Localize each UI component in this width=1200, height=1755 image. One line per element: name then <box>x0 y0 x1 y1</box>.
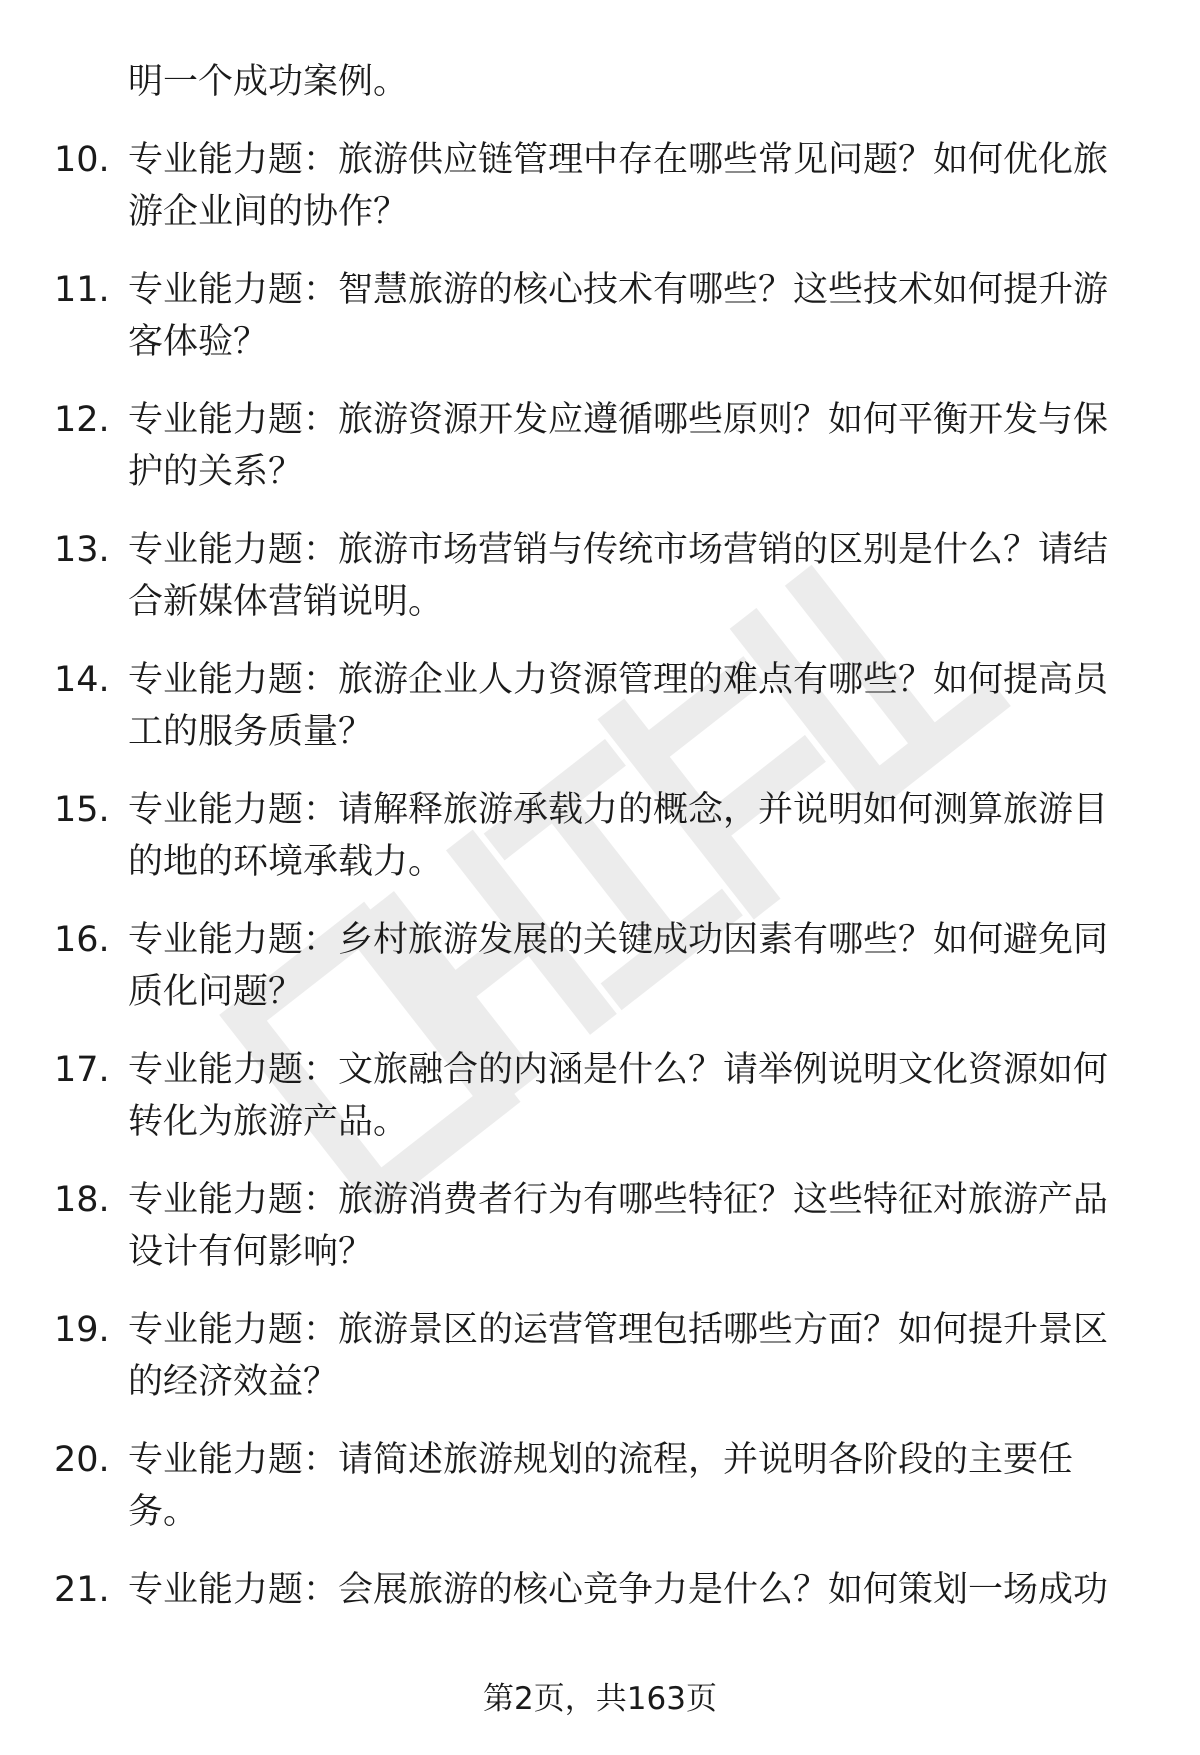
item-text-line: 专业能力题：旅游消费者行为有哪些特征？这些特征对旅游产品 <box>128 1180 1109 1220</box>
item-number: 14. <box>54 660 110 700</box>
item-text-line: 客体验？ <box>128 322 269 362</box>
item-text-line: 合新媒体营销说明。 <box>128 582 444 622</box>
item-number: 15. <box>54 790 110 830</box>
item-text <box>128 914 1146 1018</box>
item-text-line: 游企业间的协作？ <box>128 192 409 232</box>
item-number: 21. <box>54 1570 110 1610</box>
item-text-line: 专业能力题：旅游景区的运营管理包括哪些方面？如何提升景区 <box>128 1310 1109 1350</box>
item-text-line: 专业能力题：旅游市场营销与传统市场营销的区别是什么？请结 <box>128 530 1109 570</box>
item-number: 19. <box>54 1310 110 1350</box>
list-item <box>54 914 1146 1018</box>
item-number: 13. <box>54 530 110 570</box>
item-text <box>128 264 1146 368</box>
list-item <box>54 1044 1146 1148</box>
item-text-line: 专业能力题：旅游企业人力资源管理的难点有哪些？如何提高员 <box>128 660 1109 700</box>
item-text-line: 设计有何影响？ <box>128 1232 374 1272</box>
item-text <box>128 784 1146 888</box>
item-number: 17. <box>54 1050 110 1090</box>
item-text <box>128 524 1146 628</box>
item-text-line: 的地的环境承载力。 <box>128 842 444 882</box>
item-text <box>128 394 1146 498</box>
question-list-section <box>54 56 1146 1616</box>
list-item <box>54 394 1146 498</box>
item-text <box>128 1044 1146 1148</box>
item-text <box>128 654 1146 758</box>
list-item <box>54 784 1146 888</box>
item-text-line: 的经济效益？ <box>128 1362 339 1402</box>
item-text <box>128 134 1146 238</box>
list-item <box>54 264 1146 368</box>
list-item <box>54 1564 1146 1616</box>
list-item <box>54 524 1146 628</box>
item-text-line: 专业能力题：乡村旅游发展的关键成功因素有哪些？如何避免同 <box>128 920 1109 960</box>
item-text <box>128 1304 1146 1408</box>
item-text <box>128 1434 1146 1538</box>
question-list <box>54 134 1146 1616</box>
item-number: 16. <box>54 920 110 960</box>
page-footer: 第2页，共163页 <box>483 1681 717 1717</box>
list-item <box>54 1304 1146 1408</box>
list-item <box>54 1434 1146 1538</box>
list-item <box>54 654 1146 758</box>
item-text-line: 质化问题？ <box>128 972 304 1012</box>
item-text-line: 专业能力题：会展旅游的核心竞争力是什么？如何策划一场成功 <box>128 1570 1109 1610</box>
list-item <box>54 134 1146 238</box>
item-text-line: 专业能力题：请简述旅游规划的流程，并说明各阶段的主要任 <box>128 1440 1074 1480</box>
item-number: 20. <box>54 1440 110 1480</box>
item-text-line: 专业能力题：文旅融合的内涵是什么？请举例说明文化资源如何 <box>128 1050 1109 1090</box>
item-text-line: 专业能力题：请解释旅游承载力的概念，并说明如何测算旅游目 <box>128 790 1109 830</box>
item-number: 18. <box>54 1180 110 1220</box>
item-text-line: 护的关系？ <box>128 452 304 492</box>
item-text-line: 工的服务质量？ <box>128 712 374 752</box>
item-text-line: 务。 <box>128 1492 199 1532</box>
item-number: 12. <box>54 400 110 440</box>
item-text-line: 专业能力题：旅游资源开发应遵循哪些原则？如何平衡开发与保 <box>128 400 1109 440</box>
item-text-line: 转化为旅游产品。 <box>128 1102 409 1142</box>
continued-item-text: 明一个成功案例。 <box>128 62 409 102</box>
item-text <box>128 1174 1146 1278</box>
item-text-line: 专业能力题：旅游供应链管理中存在哪些常见问题？如何优化旅 <box>128 140 1109 180</box>
item-number: 10. <box>54 140 110 180</box>
item-text <box>128 1564 1146 1616</box>
item-text-line: 专业能力题：智慧旅游的核心技术有哪些？这些技术如何提升游 <box>128 270 1109 310</box>
list-item <box>54 1174 1146 1278</box>
item-number: 11. <box>54 270 110 310</box>
